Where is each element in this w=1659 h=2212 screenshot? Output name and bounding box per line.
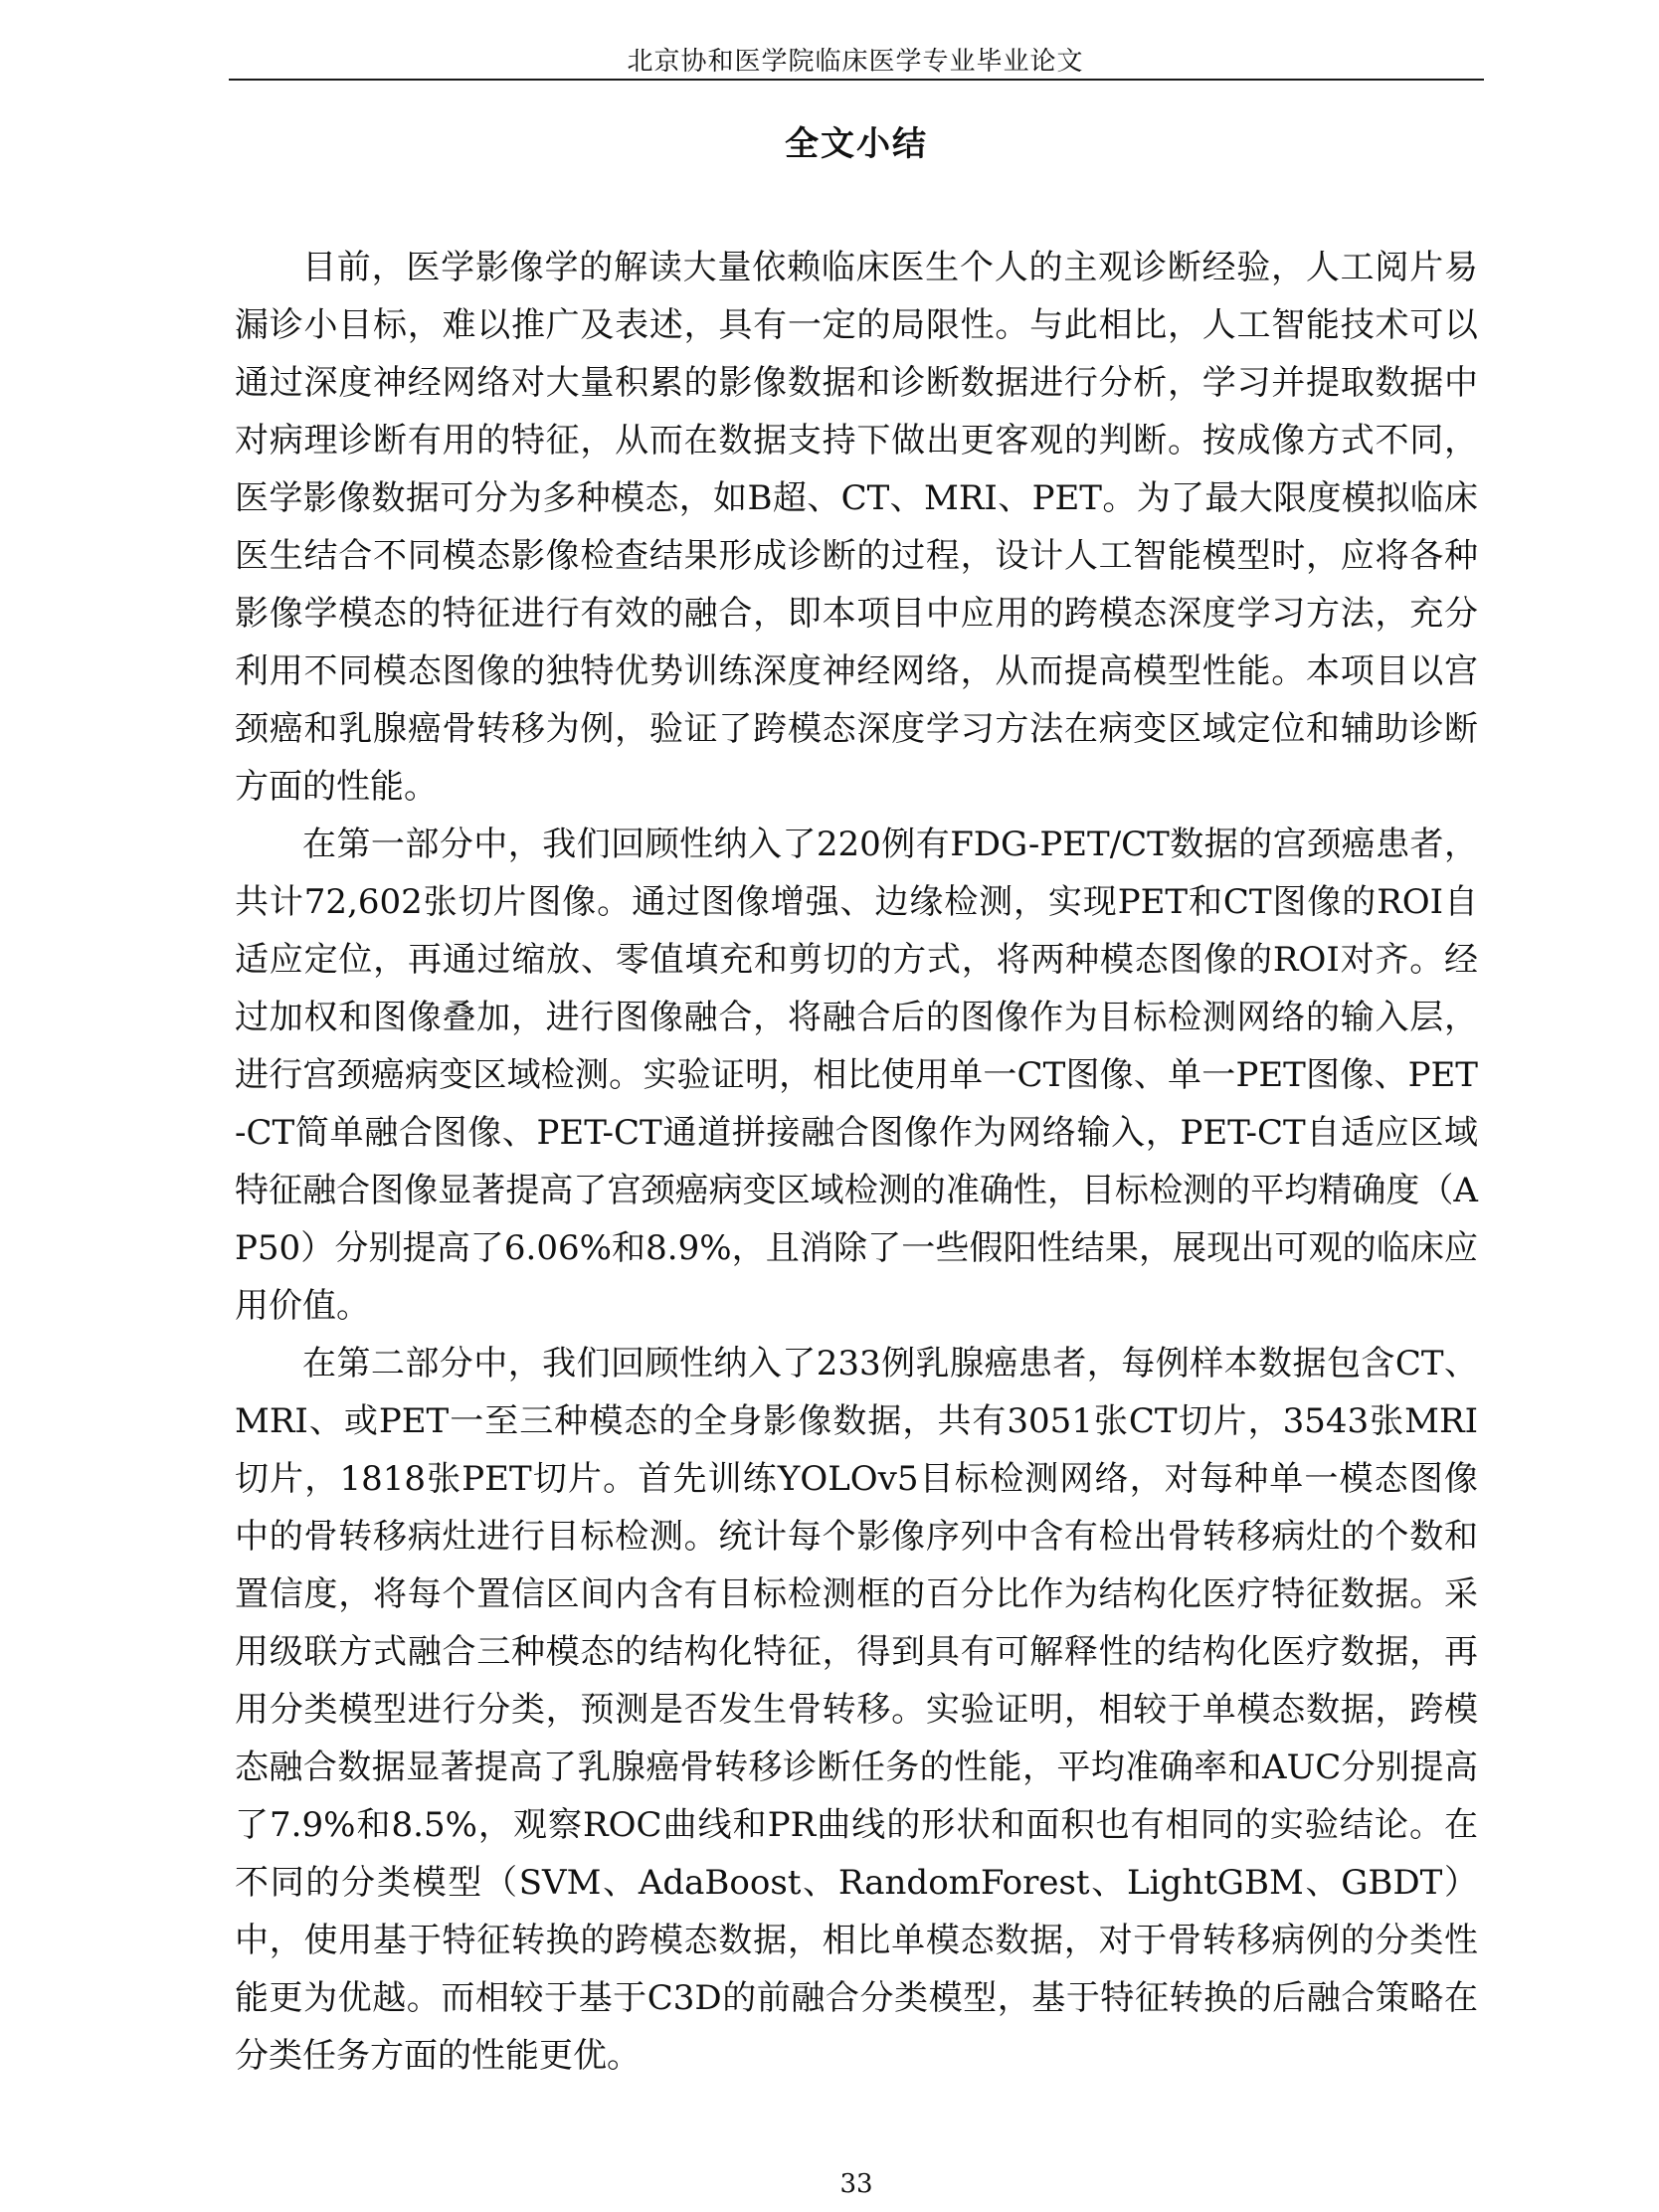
header-divider (229, 79, 1484, 81)
paragraph: 在第二部分中，我们回顾性纳入了233例乳腺癌患者，每例样本数据包含CT、MRI、或PET一至三种模态的全身影像数据，共有3051张CT切片，3543张MRI切片，1818张PET切片。首先训练YOLOv5目标检测网络，对每种单一模态图像中的骨转移病灶进行目标检测。统计每个影像序列中含有检出骨转移病灶的个数和置信度，将每个置信区间内含有目标检测框的百分比作为结构化医疗特征数据。采用级联方式融合三种模态的结构化特征，得到具有可解释性的结构化医疗数据，再用分类模型进行分类，预测是否发生骨转移。实验证明，相较于单模态数据，跨模态融合数据显著提高了乳腺癌骨转移诊断任务的性能，平均准确率和AUC分别提高了7.9%和8.5%，观察ROC曲线和PR曲线的形状和面积也有相同的实验结论。在不同的分类模型（SVM、AdaBoost、RandomForest、LightGBM、GBDT）中，使用基于特征转换的跨模态数据，相比单模态数据，对于骨转移病例的分类性能更为优越。而相较于基于C3D的前融合分类模型，基于特征转换的后融合策略在分类任务方面的性能更优。 (235, 1344, 1478, 2076)
body-text (235, 239, 1478, 2085)
page-number: 33 (839, 2169, 873, 2199)
running-header: 北京协和医学院临床医学专业毕业论文 (627, 47, 1084, 77)
section-title: 全文小结 (785, 124, 928, 164)
paragraph: 目前，医学影像学的解读大量依赖临床医生个人的主观诊断经验，人工阅片易漏诊小目标，难以推广及表述，具有一定的局限性。与此相比，人工智能技术可以通过深度神经网络对大量积累的影像数据和诊断数据进行分析，学习并提取数据中对病理诊断有用的特征，从而在数据支持下做出更客观的判断。按成像方式不同，医学影像数据可分为多种模态，如B超、CT、MRI、PET。为了最大限度模拟临床医生结合不同模态影像检查结果形成诊断的过程，设计人工智能模型时，应将各种影像学模态的特征进行有效的融合，即本项目中应用的跨模态深度学习方法，充分利用不同模态图像的独特优势训练深度神经网络，从而提高模型性能。本项目以宫颈癌和乳腺癌骨转移为例，验证了跨模态深度学习方法在病变区域定位和辅助诊断方面的性能。 (235, 248, 1478, 807)
paragraph: 在第一部分中，我们回顾性纳入了220例有FDG-PET/CT数据的宫颈癌患者，共计72,602张切片图像。通过图像增强、边缘检测，实现PET和CT图像的ROI自适应定位，再通过缩放、零值填充和剪切的方式，将两种模态图像的ROI对齐。经过加权和图像叠加，进行图像融合，将融合后的图像作为目标检测网络的输入层，进行宫颈癌病变区域检测。实验证明，相比使用单一CT图像、单一PET图像、PET-CT简单融合图像、PET-CT通道拼接融合图像作为网络输入，PET-CT自适应区域特征融合图像显著提高了宫颈癌病变区域检测的准确性，目标检测的平均精确度（AP50）分别提高了6.06%和8.9%，且消除了一些假阳性结果，展现出可观的临床应用价值。 (235, 825, 1478, 1326)
